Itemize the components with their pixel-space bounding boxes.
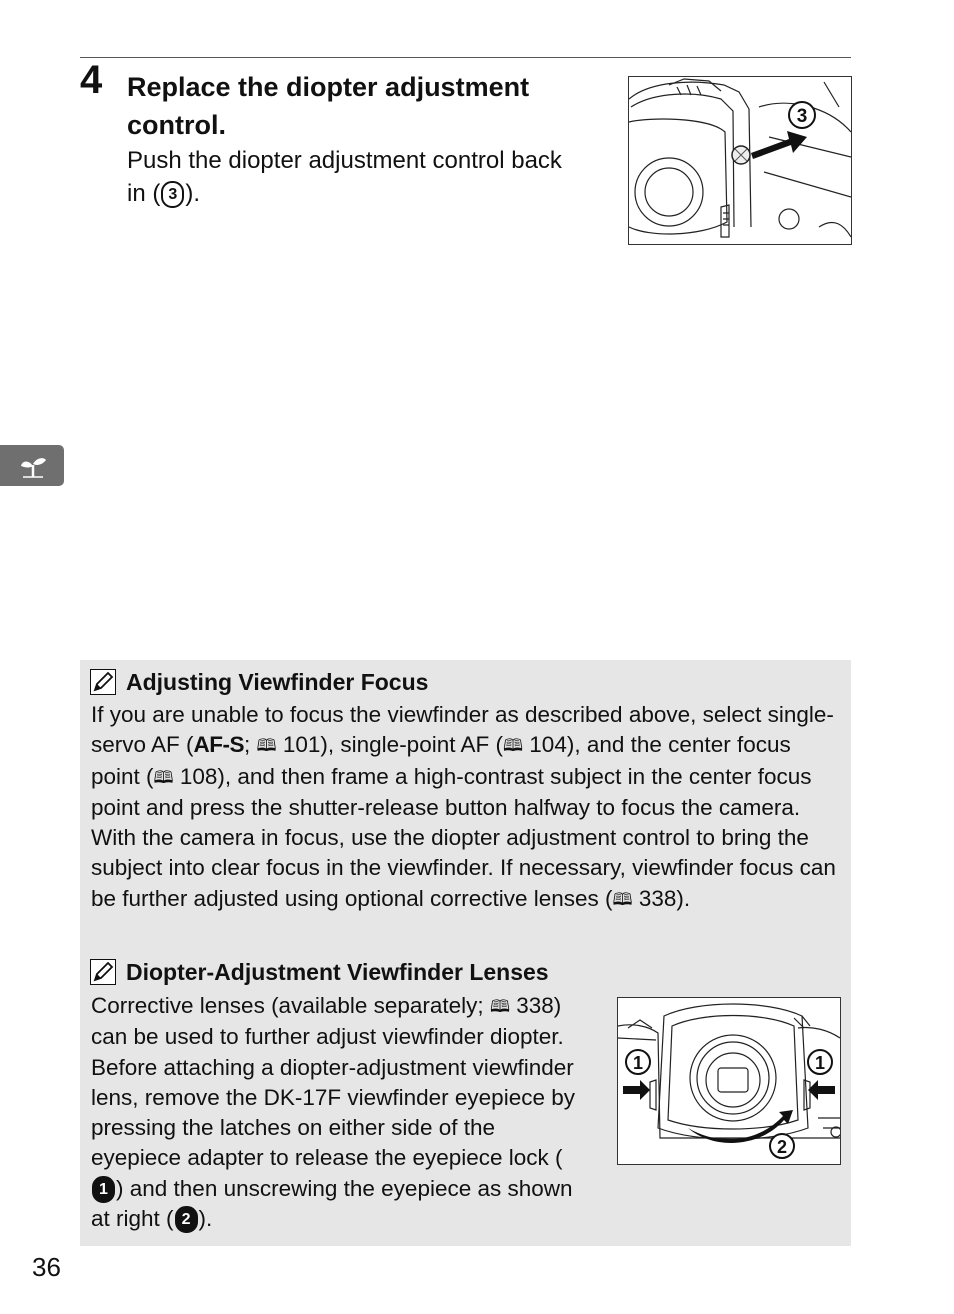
note-text: ) can be used to further adjust viewfinder diopter. Before attaching a diopter-adjustment viewfinder lens, remove the DK-17F viewfinder eyepiece by pressing the latches on either side of the eyepiece adapter to release the eyepiece lock ( bbox=[91, 993, 575, 1171]
step-body-text-end: ). bbox=[185, 180, 201, 207]
note-text: ). bbox=[198, 1206, 213, 1232]
eyepiece-removal-illustration bbox=[617, 997, 841, 1165]
note-body-viewfinder-focus bbox=[91, 700, 841, 915]
page-reference: 101 bbox=[282, 732, 321, 758]
step-title: Replace the diopter adjustment control. bbox=[127, 72, 530, 140]
book-reference-icon: 🕮 bbox=[153, 767, 174, 787]
chapter-tab bbox=[0, 445, 64, 486]
figure-callout-1-right: 1 bbox=[814, 1053, 826, 1073]
note-text: ). bbox=[676, 885, 691, 911]
diopter-control-illustration bbox=[628, 76, 852, 245]
note-title: Adjusting Viewfinder Focus bbox=[126, 669, 429, 695]
page-reference: 338 bbox=[516, 993, 554, 1018]
note-text: If you are unable to focus the viewfinder as described above, select single-servo AF ( bbox=[91, 702, 834, 758]
page-reference: 108 bbox=[179, 763, 218, 789]
step-body bbox=[127, 144, 577, 210]
af-s-mode-label: AF-S bbox=[193, 732, 245, 758]
setup-sprout-icon bbox=[20, 453, 46, 479]
note-text: ), and the center focus point ( bbox=[91, 732, 791, 789]
pencil-note-icon bbox=[90, 959, 116, 985]
figure-callout-2: 2 bbox=[776, 1137, 788, 1157]
note-text: ; bbox=[244, 732, 257, 758]
page-reference: 338 bbox=[638, 885, 677, 911]
note-heading-diopter-lenses bbox=[90, 957, 549, 987]
book-reference-icon: 🕮 bbox=[256, 736, 277, 756]
step-number: 4 bbox=[80, 58, 103, 102]
note-heading-viewfinder-focus bbox=[90, 667, 428, 697]
book-reference-icon: 🕮 bbox=[612, 889, 633, 909]
book-reference-icon: 🕮 bbox=[502, 736, 524, 756]
note-body-diopter-lenses bbox=[91, 991, 586, 1234]
callout-2-marker: 2 bbox=[175, 1206, 198, 1233]
pencil-note-icon bbox=[90, 669, 116, 695]
note-text: ), and then frame a high-contrast subject in the center focus point and press the shutter-release button halfway to focus the camera. With the camera in focus, use the diopter adjustment control to bring the subject into clear focus in the viewfinder. If necessary, viewfinder focus can be further adjusted using optional corrective lenses ( bbox=[91, 763, 836, 911]
page-reference: 104 bbox=[529, 732, 567, 758]
figure-callout-3: 3 bbox=[796, 106, 808, 127]
note-title: Diopter-Adjustment Viewfinder Lenses bbox=[126, 959, 549, 985]
book-reference-icon: 🕮 bbox=[489, 997, 510, 1016]
callout-1-marker: 1 bbox=[92, 1176, 115, 1203]
callout-3-marker: 3 bbox=[161, 181, 184, 208]
note-text: ), single-point AF ( bbox=[320, 732, 503, 758]
figure-callout-1-left: 1 bbox=[632, 1053, 644, 1073]
top-rule bbox=[80, 57, 851, 58]
note-text: ) and then unscrewing the eyepiece as shown at right ( bbox=[91, 1175, 573, 1232]
step-body-text: Push the diopter adjustment control back in ( bbox=[127, 147, 562, 207]
page-number: 36 bbox=[32, 1252, 61, 1282]
note-text: Corrective lenses (available separately; bbox=[91, 993, 490, 1018]
